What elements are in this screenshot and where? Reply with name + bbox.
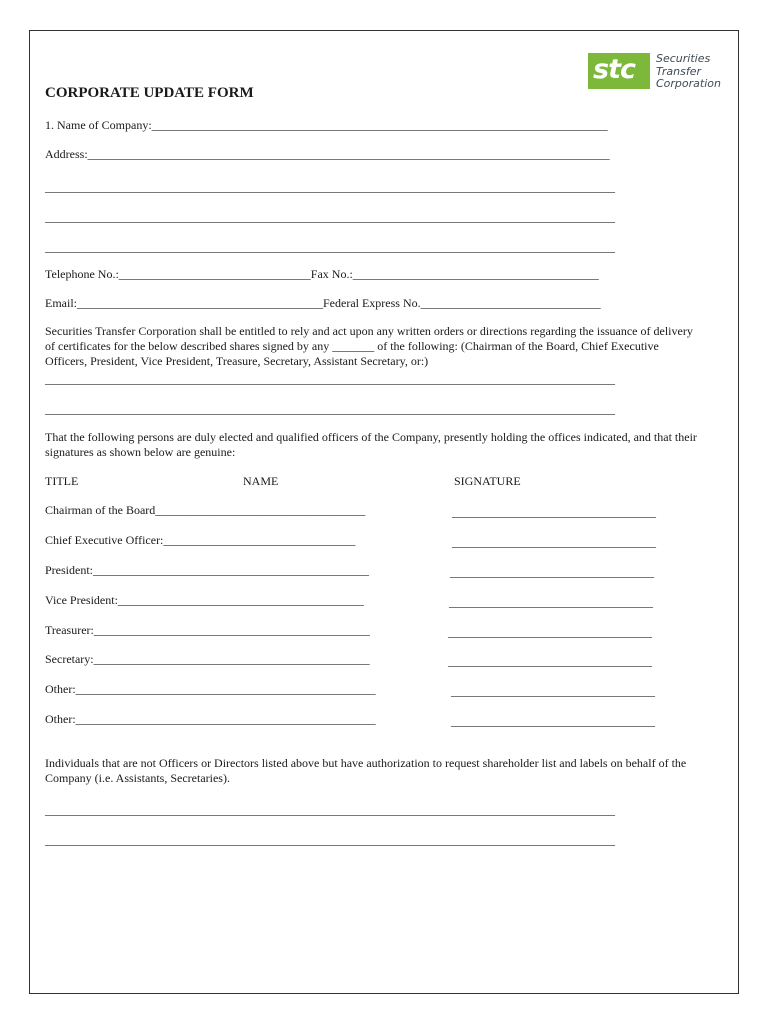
officer-vice-president-signature[interactable]: __________________________________ <box>449 595 653 609</box>
title-column-header: TITLE <box>45 474 79 488</box>
logo-line-3: Corporation <box>656 77 721 90</box>
officer-treasurer-signature[interactable]: __________________________________ <box>448 625 652 639</box>
stc-logo-wordmark <box>656 53 721 91</box>
officer-chairman-name[interactable]: Chairman of the Board___________________________________ <box>45 503 366 517</box>
officer-ceo-name[interactable]: Chief Executive Officer:________________________________ <box>45 533 356 547</box>
officer-president-signature[interactable]: __________________________________ <box>450 565 654 579</box>
officer-president-name[interactable]: President:______________________________________________ <box>45 563 369 577</box>
name-column-header: NAME <box>243 474 279 488</box>
address-line-3[interactable]: _______________________________________________________________________________________________ <box>45 210 615 224</box>
officer-chairman-signature[interactable]: __________________________________ <box>452 505 656 519</box>
individuals-line-1[interactable]: _______________________________________________________________________________________________ <box>45 803 615 817</box>
officer-secretary-name[interactable]: Secretary:______________________________________________ <box>45 652 370 666</box>
officer-treasurer-name[interactable]: Treasurer:______________________________________________ <box>45 623 370 637</box>
authorization-line-1[interactable]: _______________________________________________________________________________________________ <box>45 372 615 386</box>
stc-logo-letters: stc <box>593 54 635 85</box>
address-line-4[interactable]: _______________________________________________________________________________________________ <box>45 240 615 254</box>
individuals-paragraph: Individuals that are not Officers or Directors listed above but have authorization to request shareholder list and labels on behalf of the Company (i.e. Assistants, Secretaries). <box>45 756 687 785</box>
officer-secretary-signature[interactable]: __________________________________ <box>448 654 652 668</box>
form-title: CORPORATE UPDATE FORM <box>45 85 254 101</box>
logo-line-2: Transfer <box>656 64 701 78</box>
authorization-paragraph: Securities Transfer Corporation shall be entitled to rely and act upon any written orders or directions regarding the issuance of delivery of certificates for the below described shares signed by any _______ of the following: (Chairman of the Board, Chief Executive Officers, President, Vice President, Treasure, Secretary, Assistant Secretary, or:) <box>45 324 693 368</box>
officer-other-1-signature[interactable]: __________________________________ <box>451 684 655 698</box>
company-name-field[interactable]: 1. Name of Company:____________________________________________________________________________ <box>45 118 608 132</box>
stc-logo <box>588 53 728 95</box>
officers-paragraph: That the following persons are duly elected and qualified officers of the Company, presently holding the offices indicated, and that their signatures as shown below are genuine: <box>45 430 697 459</box>
telephone-fax-field[interactable]: Telephone No.:________________________________Fax No.:_________________________________________ <box>45 267 599 281</box>
form-page <box>29 30 739 994</box>
email-fedex-field[interactable]: Email:_________________________________________Federal Express No.______________________________ <box>45 296 601 310</box>
authorization-line-2[interactable]: _______________________________________________________________________________________________ <box>45 402 615 416</box>
officer-vice-president-name[interactable]: Vice President:_________________________________________ <box>45 593 364 607</box>
logo-line-1: Securities <box>656 52 711 65</box>
officer-other-1-name[interactable]: Other:__________________________________________________ <box>45 682 376 696</box>
address-field[interactable]: Address:_______________________________________________________________________________________ <box>45 147 610 161</box>
stc-logo-mark <box>588 53 650 89</box>
officer-ceo-signature[interactable]: __________________________________ <box>452 535 656 549</box>
address-line-2[interactable]: _______________________________________________________________________________________________ <box>45 180 615 194</box>
officer-other-2-name[interactable]: Other:__________________________________________________ <box>45 712 376 726</box>
individuals-line-2[interactable]: _______________________________________________________________________________________________ <box>45 833 615 847</box>
signature-column-header: SIGNATURE <box>454 474 521 488</box>
officer-other-2-signature[interactable]: __________________________________ <box>451 714 655 728</box>
